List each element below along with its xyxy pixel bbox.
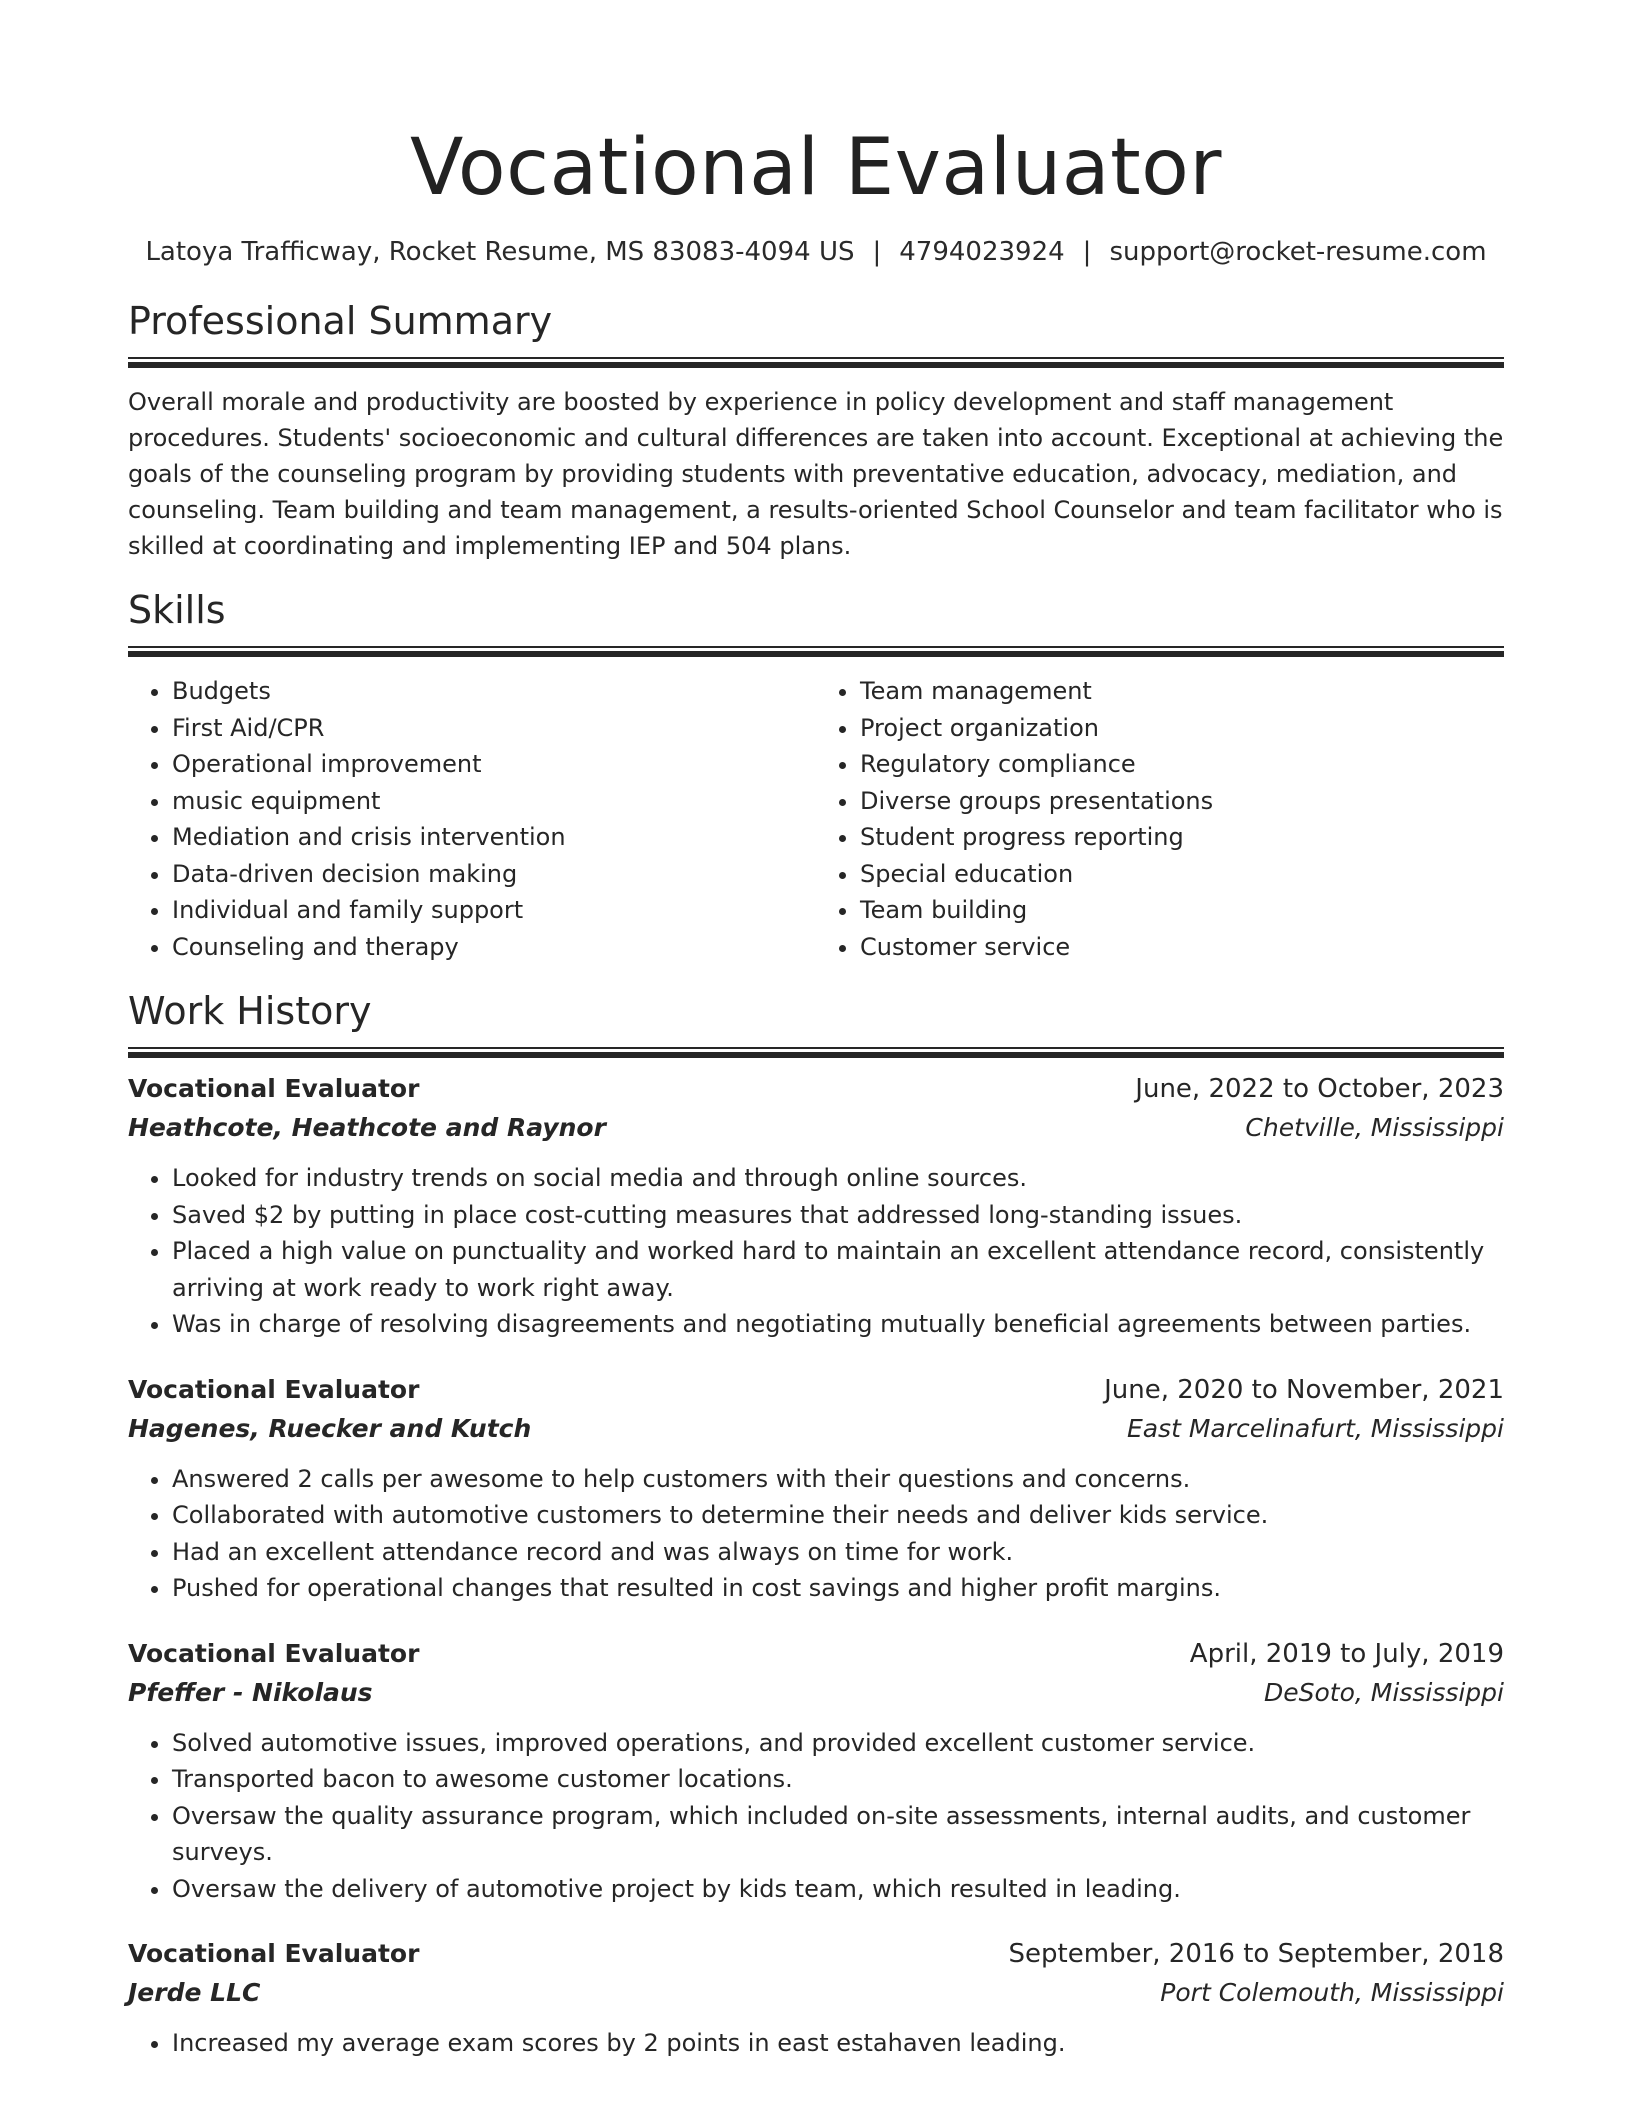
skill-item: • Data-driven decision making xyxy=(172,856,816,893)
job-company: Pfeffer - Nikolaus xyxy=(128,1677,373,1707)
skill-item: • Mediation and crisis intervention xyxy=(172,819,816,856)
skill-item: • Team management xyxy=(860,673,1504,710)
contact-separator: | xyxy=(872,237,882,267)
contact-separator: | xyxy=(1082,237,1092,267)
job-company: Hagenes, Ruecker and Kutch xyxy=(128,1413,532,1443)
job-dates: April, 2019 to July, 2019 xyxy=(1189,1638,1504,1669)
skills-heading: Skills xyxy=(128,588,226,632)
job-bullet: • Had an excellent attendance record and was always on time for work. xyxy=(172,1534,1504,1571)
contact-address: Latoya Trafficway, Rocket Resume, MS 83083-4094 US xyxy=(145,237,855,267)
job-location: Port Colemouth, Mississippi xyxy=(1160,1978,1504,2007)
skills-columns xyxy=(128,673,1504,965)
job-company-row xyxy=(128,1973,1504,2013)
skill-item: • Student progress reporting xyxy=(860,819,1504,856)
skills-list-left xyxy=(128,673,816,965)
resume-title: Vocational Evaluator xyxy=(410,123,1222,213)
job-bullet: • Was in charge of resolving disagreements and negotiating mutually beneficial agreements between parties. xyxy=(172,1306,1504,1343)
summary-section xyxy=(128,297,1504,564)
section-divider xyxy=(128,1047,1504,1058)
section-divider xyxy=(128,357,1504,368)
job-location: DeSoto, Mississippi xyxy=(1264,1677,1504,1707)
job-header-row xyxy=(128,1635,1504,1673)
contact-line xyxy=(128,234,1504,270)
work-section xyxy=(128,987,1504,2062)
skill-item: • Customer service xyxy=(860,929,1504,966)
job-entry xyxy=(128,1371,1504,1607)
skill-item: • Operational improvement xyxy=(172,746,816,783)
job-entry xyxy=(128,1070,1504,1343)
job-bullet: • Saved $2 by putting in place cost-cutting measures that addressed long-standing issues. xyxy=(172,1197,1504,1234)
job-title: Vocational Evaluator xyxy=(128,1939,420,1968)
job-company: Heathcote, Heathcote and Raynor xyxy=(128,1113,606,1142)
job-dates: June, 2020 to November, 2021 xyxy=(1104,1374,1504,1405)
job-bullet: • Solved automotive issues, improved operations, and provided excellent customer service. xyxy=(172,1725,1504,1762)
skill-item: • Special education xyxy=(860,856,1504,893)
job-bullet: • Pushed for operational changes that resulted in cost savings and higher profit margins. xyxy=(172,1570,1504,1607)
job-bullet: • Answered 2 calls per awesome to help customers with their questions and concerns. xyxy=(172,1461,1504,1498)
job-bullet: • Looked for industry trends on social media and through online sources. xyxy=(172,1160,1504,1197)
job-header-row xyxy=(128,1070,1504,1108)
summary-heading: Professional Summary xyxy=(128,299,553,343)
job-header-row xyxy=(128,1935,1504,1973)
job-title: Vocational Evaluator xyxy=(128,1074,420,1103)
resume-page xyxy=(128,0,1504,2090)
job-bullets xyxy=(128,1461,1504,1607)
job-bullet: • Oversaw the delivery of automotive project by kids team, which resulted in leading. xyxy=(172,1871,1504,1908)
job-company: Jerde LLC xyxy=(128,1978,261,2007)
job-title: Vocational Evaluator xyxy=(128,1638,420,1668)
skill-item: • Individual and family support xyxy=(172,892,816,929)
job-header-row xyxy=(128,1371,1504,1409)
skill-item: • music equipment xyxy=(172,783,816,820)
job-bullets xyxy=(128,2025,1504,2062)
job-list xyxy=(128,1070,1504,2062)
job-bullet: • Placed a high value on punctuality and worked hard to maintain an excellent attendance record, consistently arriving at work ready to work right away. xyxy=(172,1233,1504,1306)
job-title: Vocational Evaluator xyxy=(128,1374,420,1404)
job-entry xyxy=(128,1635,1504,1908)
skills-section xyxy=(128,586,1504,965)
job-dates: June, 2022 to October, 2023 xyxy=(1135,1074,1504,1104)
job-company-row xyxy=(128,1409,1504,1449)
section-divider xyxy=(128,646,1504,657)
skill-item: • Budgets xyxy=(172,673,816,710)
contact-email: support@rocket-resume.com xyxy=(1109,237,1487,267)
job-bullets xyxy=(128,1160,1504,1343)
work-heading: Work History xyxy=(128,989,372,1033)
job-bullet: • Increased my average exam scores by 2 points in east estahaven leading. xyxy=(172,2025,1504,2062)
skills-list-right xyxy=(816,673,1504,965)
skill-item: • First Aid/CPR xyxy=(172,710,816,747)
contact-phone: 4794023924 xyxy=(899,237,1065,267)
skill-item: • Counseling and therapy xyxy=(172,929,816,966)
job-entry xyxy=(128,1935,1504,2062)
job-bullet: • Transported bacon to awesome customer locations. xyxy=(172,1761,1504,1798)
job-company-row xyxy=(128,1673,1504,1713)
skill-item: • Diverse groups presentations xyxy=(860,783,1504,820)
job-location: Chetville, Mississippi xyxy=(1245,1113,1504,1142)
skill-item: • Team building xyxy=(860,892,1504,929)
skill-item: • Regulatory compliance xyxy=(860,746,1504,783)
job-bullet: • Oversaw the quality assurance program, which included on-site assessments, internal audits, and customer surveys. xyxy=(172,1798,1504,1871)
summary-text: Overall morale and productivity are boosted by experience in policy development and staff management procedures. Students' socioeconomic and cultural differences are taken into account. Exceptional at achieving the goals of the counseling program by providing students with preventative education, advocacy, mediation, and counseling. Team building and team management, a results-oriented School Counselor and team facilitator who is skilled at coordinating and implementing IEP and 504 plans. xyxy=(128,388,1504,560)
job-bullet: • Collaborated with automotive customers to determine their needs and deliver kids service. xyxy=(172,1497,1504,1534)
job-dates: September, 2016 to September, 2018 xyxy=(1008,1939,1504,1969)
skill-item: • Project organization xyxy=(860,710,1504,747)
job-company-row xyxy=(128,1108,1504,1148)
job-location: East Marcelinafurt, Mississippi xyxy=(1126,1413,1504,1443)
job-bullets xyxy=(128,1725,1504,1908)
